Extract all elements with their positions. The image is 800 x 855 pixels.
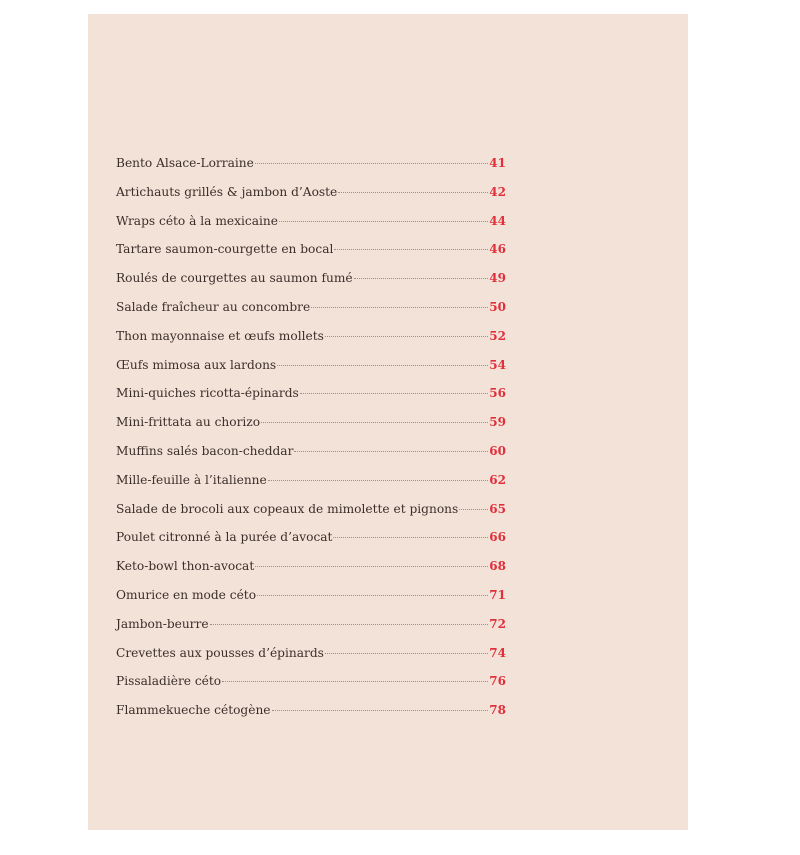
toc-page-number: 52	[489, 328, 506, 343]
toc-entry-title: Mini-frittata au chorizo	[116, 415, 261, 430]
toc-page-number: 54	[489, 357, 506, 372]
toc-entry-title: Jambon-beurre	[116, 616, 209, 631]
dot-leader	[255, 566, 488, 567]
toc-page-number: 65	[489, 501, 506, 516]
toc-entry[interactable]	[116, 271, 506, 300]
toc-page-number: 41	[489, 156, 506, 170]
toc-page-number: 46	[489, 242, 506, 257]
toc-entry[interactable]	[116, 646, 506, 675]
toc-entry[interactable]	[116, 703, 506, 732]
dot-leader	[268, 480, 489, 481]
toc-entry[interactable]	[116, 530, 506, 559]
toc-entry[interactable]	[116, 415, 506, 444]
toc-entry[interactable]	[116, 185, 506, 214]
toc-entry[interactable]	[116, 559, 506, 588]
toc-entry-title: Omurice en mode céto	[116, 587, 257, 602]
toc-entry-title: Poulet citronné à la purée d’avocat	[116, 530, 333, 545]
toc-entry-title: Crevettes aux pousses d’épinards	[116, 645, 324, 660]
toc-page-number: 49	[489, 271, 506, 286]
dot-leader	[325, 336, 488, 337]
dot-leader	[277, 365, 488, 366]
dot-leader	[311, 307, 488, 308]
toc-entry[interactable]	[116, 300, 506, 329]
toc-entry-title: Roulés de courgettes au saumon fumé	[116, 271, 353, 286]
toc-entry[interactable]	[116, 156, 506, 185]
toc-entry-title: Artichauts grillés & jambon d’Aoste	[116, 184, 338, 199]
dot-leader	[325, 653, 488, 654]
toc-entry-title: Pissaladière céto	[116, 674, 222, 689]
dot-leader	[257, 595, 488, 596]
toc-page-number: 72	[489, 616, 506, 631]
toc-page-number: 56	[489, 386, 506, 401]
toc-entry-title: Keto-bowl thon-avocat	[116, 559, 255, 574]
dot-leader	[255, 163, 488, 164]
toc-entry-title: Salade de brocoli aux copeaux de mimolette et pignons	[116, 501, 459, 516]
toc-entry-title: Tartare saumon-courgette en bocal	[116, 242, 334, 257]
dot-leader	[261, 422, 488, 423]
toc-entry[interactable]	[116, 444, 506, 473]
toc-entry[interactable]	[116, 329, 506, 358]
toc-entry-title: Salade fraîcheur au concombre	[116, 299, 311, 314]
toc-entry-title: Mini-quiches ricotta-épinards	[116, 386, 299, 401]
toc-entry-title: Wraps céto à la mexicaine	[116, 213, 278, 228]
dot-leader	[334, 249, 488, 250]
toc-entry[interactable]	[116, 358, 506, 387]
toc-page-number: 74	[489, 645, 506, 660]
dot-leader	[272, 710, 489, 711]
dot-leader	[300, 393, 489, 394]
dot-leader	[210, 624, 489, 625]
toc-page-number: 78	[489, 703, 506, 718]
toc-entry-title: Mille-feuille à l’italienne	[116, 472, 267, 487]
toc-page-number: 42	[489, 184, 506, 199]
dot-leader	[333, 537, 488, 538]
toc-page-number: 60	[489, 443, 506, 458]
toc-page-number: 76	[489, 674, 506, 689]
dot-leader	[459, 509, 488, 510]
dot-leader	[294, 451, 488, 452]
toc-entry-title: Bento Alsace-Lorraine	[116, 156, 254, 170]
dot-leader	[222, 681, 488, 682]
dot-leader	[338, 192, 488, 193]
toc-entry-title: Muffins salés bacon-cheddar	[116, 443, 294, 458]
toc-entry[interactable]	[116, 502, 506, 531]
table-of-contents	[116, 156, 506, 732]
toc-entry[interactable]	[116, 473, 506, 502]
toc-page-number: 59	[489, 415, 506, 430]
toc-page-number: 68	[489, 559, 506, 574]
toc-entry[interactable]	[116, 386, 506, 415]
toc-page-number: 62	[489, 472, 506, 487]
toc-entry-title: Thon mayonnaise et œufs mollets	[116, 328, 324, 343]
toc-entry[interactable]	[116, 617, 506, 646]
dot-leader	[279, 221, 488, 222]
toc-page-number: 50	[489, 299, 506, 314]
toc-page-number: 71	[489, 587, 506, 602]
dot-leader	[354, 278, 489, 279]
toc-entry[interactable]	[116, 214, 506, 243]
toc-entry[interactable]	[116, 588, 506, 617]
toc-page-number: 66	[489, 530, 506, 545]
toc-entry[interactable]	[116, 242, 506, 271]
toc-entry[interactable]	[116, 674, 506, 703]
toc-page-number: 44	[489, 213, 506, 228]
toc-entry-title: Œufs mimosa aux lardons	[116, 357, 277, 372]
toc-entry-title: Flammekueche cétogène	[116, 703, 271, 718]
